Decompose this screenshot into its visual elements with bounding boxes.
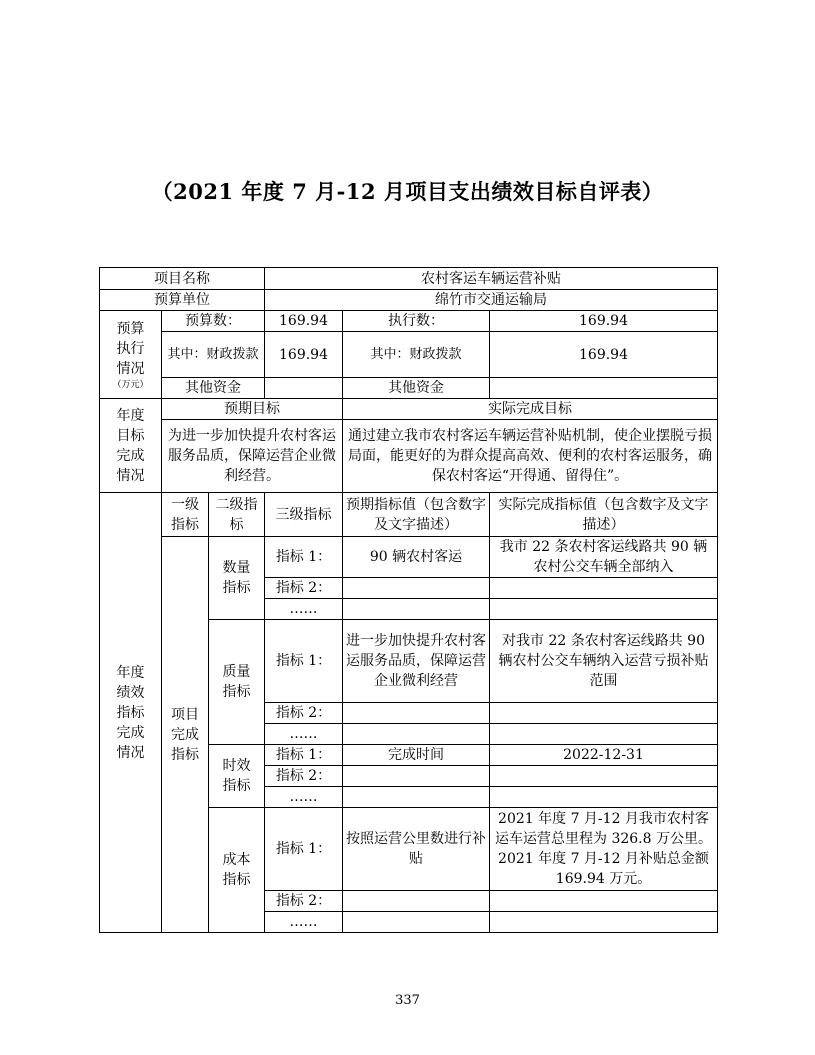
budget-unit-value: 绵竹市交通运输局 (265, 290, 718, 311)
col-level3-header: 三级指标 (265, 493, 343, 537)
timeliness-ind2-actual (490, 766, 718, 787)
timeliness-ind1-actual: 2022-12-31 (490, 745, 718, 766)
quality-indicator-label: 质量指标 (222, 664, 251, 700)
quality-ind2-expected (343, 703, 490, 724)
actual-goal-header: 实际完成目标 (343, 399, 718, 420)
timeliness-ind1-expected: 完成时间 (343, 745, 490, 766)
timeliness-ind1-label: 指标 1： (265, 745, 343, 766)
quality-ind2-label: 指标 2： (265, 703, 343, 724)
quality-more-actual (490, 724, 718, 745)
quality-ind2-actual (490, 703, 718, 724)
timeliness-indicator-cell (209, 745, 265, 808)
cost-indicator-cell (209, 808, 265, 933)
cost-indicator-label: 成本指标 (222, 852, 251, 888)
quality-indicator-cell (209, 620, 265, 745)
timeliness-more-actual (490, 787, 718, 808)
quantity-indicator-cell (209, 537, 265, 620)
performance-section-label: 年度绩效指标完成情况 (116, 664, 145, 761)
level1-label: 项目完成指标 (171, 706, 199, 763)
cost-more-expected (343, 912, 490, 933)
col-expected-header: 预期指标值（包含数字及文字描述） (343, 493, 490, 537)
cost-ind1-label: 指标 1： (265, 808, 343, 891)
exec-fiscal-value: 169.94 (490, 332, 718, 378)
self-evaluation-table (99, 267, 718, 933)
exec-num-value: 169.94 (490, 311, 718, 332)
other-funds-value (265, 378, 343, 399)
quantity-ind1-label: 指标 1： (265, 537, 343, 578)
quantity-more-actual (490, 599, 718, 620)
quality-more-expected (343, 724, 490, 745)
exec-other-funds-label: 其他资金 (343, 378, 490, 399)
fiscal-appropriation-value: 169.94 (265, 332, 343, 378)
budget-execution-section (100, 311, 162, 399)
quantity-ind2-label: 指标 2： (265, 578, 343, 599)
quantity-more-expected (343, 599, 490, 620)
quality-ind1-label: 指标 1： (265, 620, 343, 703)
level1-cell (162, 537, 209, 933)
timeliness-more-expected (343, 787, 490, 808)
other-funds-label: 其他资金 (162, 378, 265, 399)
budget-num-value: 169.94 (265, 311, 343, 332)
page-title: （2021 年度 7 月-12 月项目支出绩效目标自评表） (151, 179, 664, 204)
project-name-label: 项目名称 (100, 268, 265, 290)
timeliness-ind2-label: 指标 2： (265, 766, 343, 787)
budget-execution-label: 预算执行情况 (116, 320, 145, 377)
expected-goal-text: 为进一步加快提升农村客运服务品质，保障运营企业微利经营。 (162, 420, 343, 493)
expected-goal-header: 预期目标 (162, 399, 343, 420)
cost-ind2-expected (343, 891, 490, 912)
timeliness-indicator-label: 时效指标 (222, 758, 251, 794)
timeliness-more-label: …… (265, 787, 343, 808)
cost-ind2-actual (490, 891, 718, 912)
quantity-ind1-actual: 我市 22 条农村客运线路共 90 辆农村公交车辆全部纳入 (490, 537, 718, 578)
col-level1-header: 一级指标 (162, 493, 209, 537)
quantity-ind1-expected: 90 辆农村客运 (343, 537, 490, 578)
cost-ind1-actual: 2021 年度 7 月-12 月我市农村客运车运营总里程为 326.8 万公里。2021 年度 7 月-12 月补贴总金额 169.94 万元。 (490, 808, 718, 891)
exec-fiscal-label: 其中：财政拨款 (343, 332, 490, 378)
exec-num-label: 执行数： (343, 311, 490, 332)
annual-goal-label: 年度目标完成情况 (116, 407, 145, 484)
fiscal-appropriation-label: 其中：财政拨款 (162, 332, 265, 378)
budget-unit-note: （万元） (112, 379, 149, 390)
cost-ind1-expected: 按照运营公里数进行补贴 (343, 808, 490, 891)
exec-other-funds-value (490, 378, 718, 399)
quantity-ind2-expected (343, 578, 490, 599)
actual-goal-text: 通过建立我市农村客运车辆运营补贴机制，使企业摆脱亏损局面，能更好的为群众提高高效、便利的农村客运服务，确保农村客运“开得通、留得住”。 (343, 420, 718, 493)
quality-more-label: …… (265, 724, 343, 745)
cost-more-label: …… (265, 912, 343, 933)
budget-num-label: 预算数： (162, 311, 265, 332)
quality-ind1-actual: 对我市 22 条农村客运线路共 90 辆农村公交车辆纳入运营亏损补贴范围 (490, 620, 718, 703)
project-name-value: 农村客运车辆运营补贴 (265, 268, 718, 290)
cost-ind2-label: 指标 2： (265, 891, 343, 912)
page-number: 337 (395, 993, 420, 1008)
timeliness-ind2-expected (343, 766, 490, 787)
budget-unit-label: 预算单位 (100, 290, 265, 311)
quantity-ind2-actual (490, 578, 718, 599)
annual-goal-section (100, 399, 162, 493)
cost-more-actual (490, 912, 718, 933)
quantity-more-label: …… (265, 599, 343, 620)
col-actual-header: 实际完成指标值（包含数字及文字描述） (490, 493, 718, 537)
performance-section (100, 493, 162, 933)
col-level2-header: 二级指标 (209, 493, 265, 537)
quantity-indicator-label: 数量指标 (222, 560, 251, 596)
quality-ind1-expected: 进一步加快提升农村客运服务品质，保障运营企业微利经营 (343, 620, 490, 703)
